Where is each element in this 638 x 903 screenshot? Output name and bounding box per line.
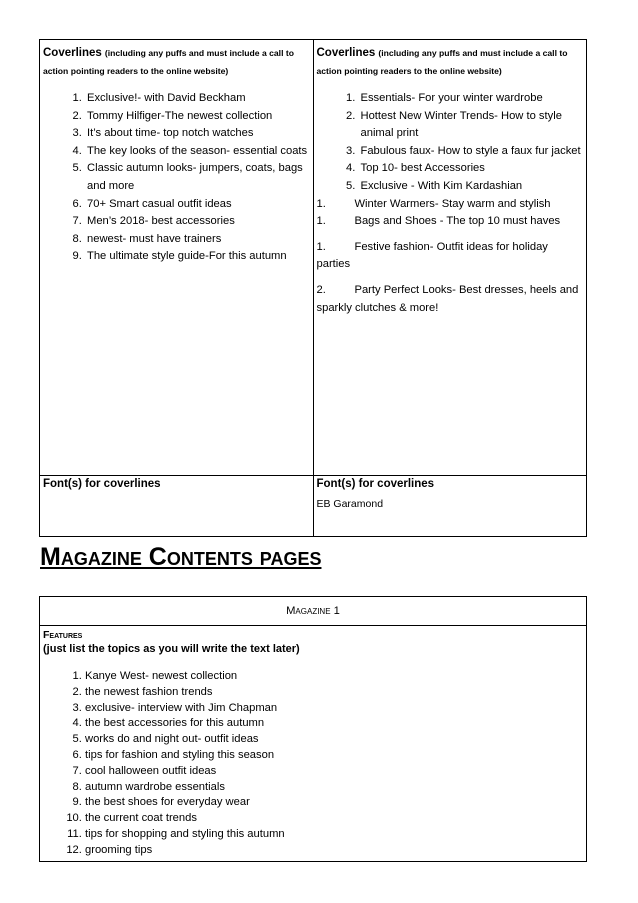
left-coverlines-cell: [40, 40, 314, 476]
list-item: 5. Exclusive - With Kim Kardashian: [359, 178, 584, 196]
item-number: 2.: [316, 283, 326, 296]
list-item: 4. The key looks of the season- essential coats: [85, 143, 310, 161]
section-title: Magazine Contents pages: [40, 543, 322, 571]
left-coverlines-header: [43, 44, 310, 80]
coverlines-instructions: (including any puffs and must include a call to action pointing readers to the online website): [316, 48, 568, 76]
features-note: (just list the topics as you will write the text later): [43, 643, 300, 655]
right-coverlines-list: [317, 90, 584, 196]
list-item: 5. works do and night out- outfit ideas: [85, 732, 583, 748]
coverlines-table: [39, 39, 587, 537]
list-item: 6. tips for fashion and styling this season: [85, 748, 583, 764]
list-item: 7. cool halloween outfit ideas: [85, 764, 583, 780]
list-item: 2. the newest fashion trends: [85, 685, 583, 701]
item-number: 1.: [316, 240, 326, 253]
right-coverlines-header: [317, 44, 584, 80]
features-cell: [40, 626, 587, 862]
list-item: 12. grooming tips: [85, 843, 583, 859]
fonts-label: Font(s) for coverlines: [316, 478, 435, 490]
extra-coverline: [317, 196, 584, 214]
list-item: 6. 70+ Smart casual outfit ideas: [85, 196, 310, 214]
item-text: Festive fashion- Outfit ideas for holiday parties: [316, 240, 548, 271]
left-coverlines-list: [43, 90, 310, 266]
list-item: 2. Tommy Hilfiger-The newest collection: [85, 108, 310, 126]
item-text: Winter Warmers- Stay warm and stylish: [354, 197, 551, 210]
item-text: Party Perfect Looks- Best dresses, heels and sparkly clutches & more!: [316, 283, 579, 314]
extra-coverline: [317, 213, 584, 231]
list-item: 3. exclusive- interview with Jim Chapman: [85, 701, 583, 717]
list-item: 5. Classic autumn looks- jumpers, coats, bags and more: [85, 160, 310, 195]
right-fonts-cell: [313, 476, 587, 537]
list-item: 8. newest- must have trainers: [85, 231, 310, 249]
fonts-label: Font(s) for coverlines: [43, 478, 161, 490]
list-item: 11. tips for shopping and styling this autumn: [85, 827, 583, 843]
features-list: [43, 669, 583, 859]
list-item: 4. Top 10- best Accessories: [359, 160, 584, 178]
list-item: 2. Hottest New Winter Trends- How to style animal print: [359, 108, 584, 143]
left-fonts-cell: [40, 476, 314, 537]
list-item: 3. Fabulous faux- How to style a faux fur jacket: [359, 143, 584, 161]
coverlines-heading: Coverlines: [316, 47, 376, 59]
item-text: Bags and Shoes - The top 10 must haves: [354, 215, 561, 228]
list-item: 1. Essentials- For your winter wardrobe: [359, 90, 584, 108]
features-label: Features: [43, 629, 83, 641]
extra-coverline: [317, 239, 584, 274]
magazine-contents-table: [39, 596, 587, 862]
list-item: 4. the best accessories for this autumn: [85, 716, 583, 732]
list-item: 7. Men’s 2018- best accessories: [85, 213, 310, 231]
list-item: 8. autumn wardrobe essentials: [85, 780, 583, 796]
list-item: 1. Exclusive!- with David Beckham: [85, 90, 310, 108]
extra-coverline: [317, 282, 584, 317]
list-item: 9. The ultimate style guide-For this autumn: [85, 248, 310, 266]
list-item: 1. Kanye West- newest collection: [85, 669, 583, 685]
fonts-value: EB Garamond: [316, 498, 384, 510]
item-number: 1.: [316, 197, 326, 210]
magazine-title: Magazine 1: [40, 597, 587, 626]
coverlines-heading: Coverlines: [43, 47, 102, 59]
item-number: 1.: [316, 215, 326, 228]
list-item: 9. the best shoes for everyday wear: [85, 795, 583, 811]
list-item: 3. It’s about time- top notch watches: [85, 125, 310, 143]
coverlines-instructions: (including any puffs and must include a call to action pointing readers to the online website): [43, 48, 294, 76]
list-item: 10. the current coat trends: [85, 811, 583, 827]
right-coverlines-cell: [313, 40, 587, 476]
